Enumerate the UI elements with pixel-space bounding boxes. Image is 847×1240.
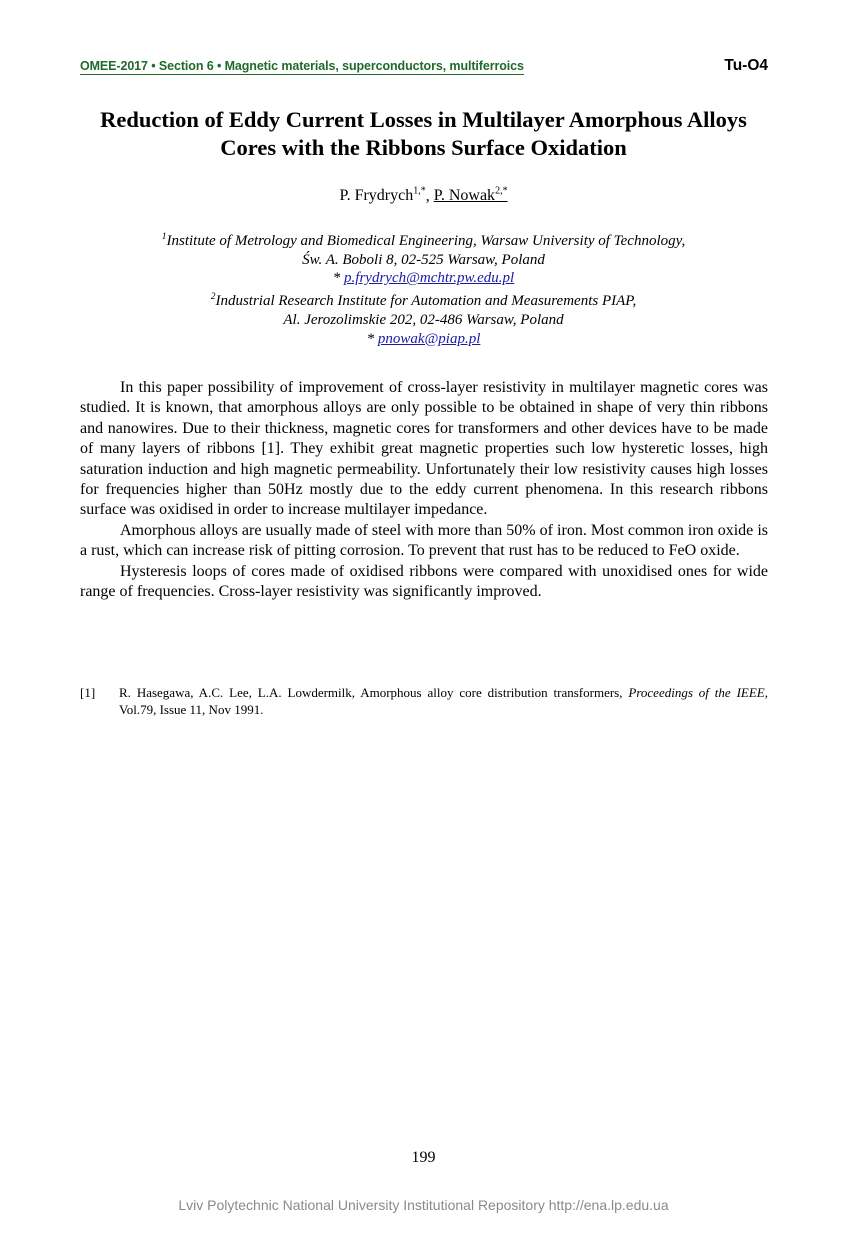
author-list <box>60 186 787 205</box>
reference-journal: Proceedings of the IEEE <box>628 685 765 700</box>
affiliation-2-line-2: Al. Jerozolimskie 202, 02-486 Warsaw, Poland <box>283 311 564 328</box>
reference-list <box>80 684 768 718</box>
repository-footer: Lviv Polytechnic National University Institutional Repository http://ena.lp.edu.ua <box>178 1197 669 1213</box>
session-code: Tu-O4 <box>724 57 768 74</box>
reference-item <box>80 684 768 718</box>
title-line-2: Cores with the Ribbons Surface Oxidation <box>220 135 627 160</box>
paper-title <box>60 106 787 162</box>
abstract-body <box>80 378 768 602</box>
affiliation-2-line-1: $^2$Industrial Research Institute for Automation and Measurements PIAP, <box>210 292 637 310</box>
affiliation-1-line-1: $^1$Institute of Metrology and Biomedical Engineering, Warsaw University of Technology, <box>161 232 686 249</box>
author-1-name: P. Frydrych <box>339 187 414 205</box>
author-separator: , <box>425 187 434 205</box>
affiliation-2-number: 2 <box>210 292 216 303</box>
email-2-marker: * <box>366 330 378 347</box>
title-line-1: Reduction of Eddy Current Losses in Multilayer Amorphous Alloys <box>100 107 747 132</box>
author-2-name: P. Nowak <box>433 187 496 205</box>
reference-text: R. Hasegawa, A.C. Lee, L.A. Lowdermilk, Amorphous alloy core distribution transformers, Proceedings of the IEEE, Vol.79, Issue 11, Nov 1991. <box>119 685 768 717</box>
abstract-paragraph-1: In this paper possibility of improvement of cross-layer resistivity in multilayer magnetic cores was studied. It is known, that amorphous alloys are only possible to be obtained in shape of very thin ribbons and nanowires. Due to their thickness, magnetic cores for transformers and other devices have to be made of many layers of ribbons [1]. They exhibit great magnetic properties such low hysteretic losses, high saturation induction and high magnetic permeability. Unfortunately their low resistivity causes high losses for frequencies higher than 50Hz mostly due to the eddy current phenomena. In this research ribbons surface was oxidised in order to increase multilayer impedance. <box>80 379 768 519</box>
reference-number: [1] <box>80 685 96 700</box>
author-1-affiliation-mark: 1,* <box>413 186 426 197</box>
affiliation-1-number: 1 <box>161 232 167 242</box>
author-2 <box>434 187 508 204</box>
abstract-paragraph-3: Hysteresis loops of cores made of oxidised ribbons were compared with unoxidised ones for wide range of frequencies. Cross-layer resistivity was significantly improved. <box>80 562 768 601</box>
author-1 <box>339 187 425 204</box>
abstract-paragraph-2: Amorphous alloys are usually made of steel with more than 50% of iron. Most common iron oxide is a rust, which can increase risk of pitting corrosion. To prevent that rust has to be reduced to FeO oxide. <box>80 521 768 560</box>
affiliations <box>60 228 787 348</box>
email-link-1[interactable]: p.frydrych@mchtr.pw.edu.pl <box>344 270 515 287</box>
affiliation-2-email-line <box>60 330 787 349</box>
affiliation-1-email-line <box>60 269 787 288</box>
page-number: 199 <box>411 1149 436 1166</box>
email-1-marker: * <box>332 270 345 287</box>
email-link-2[interactable]: pnowak@piap.pl <box>377 330 481 347</box>
author-2-affiliation-mark: 2,* <box>495 186 508 197</box>
conference-section-header: OMEE-2017 • Section 6 • Magnetic materials, superconductors, multiferroics <box>80 59 524 73</box>
running-header <box>80 59 768 79</box>
affiliation-1-line-2: Św. A. Boboli 8, 02-525 Warsaw, Poland <box>302 251 545 268</box>
